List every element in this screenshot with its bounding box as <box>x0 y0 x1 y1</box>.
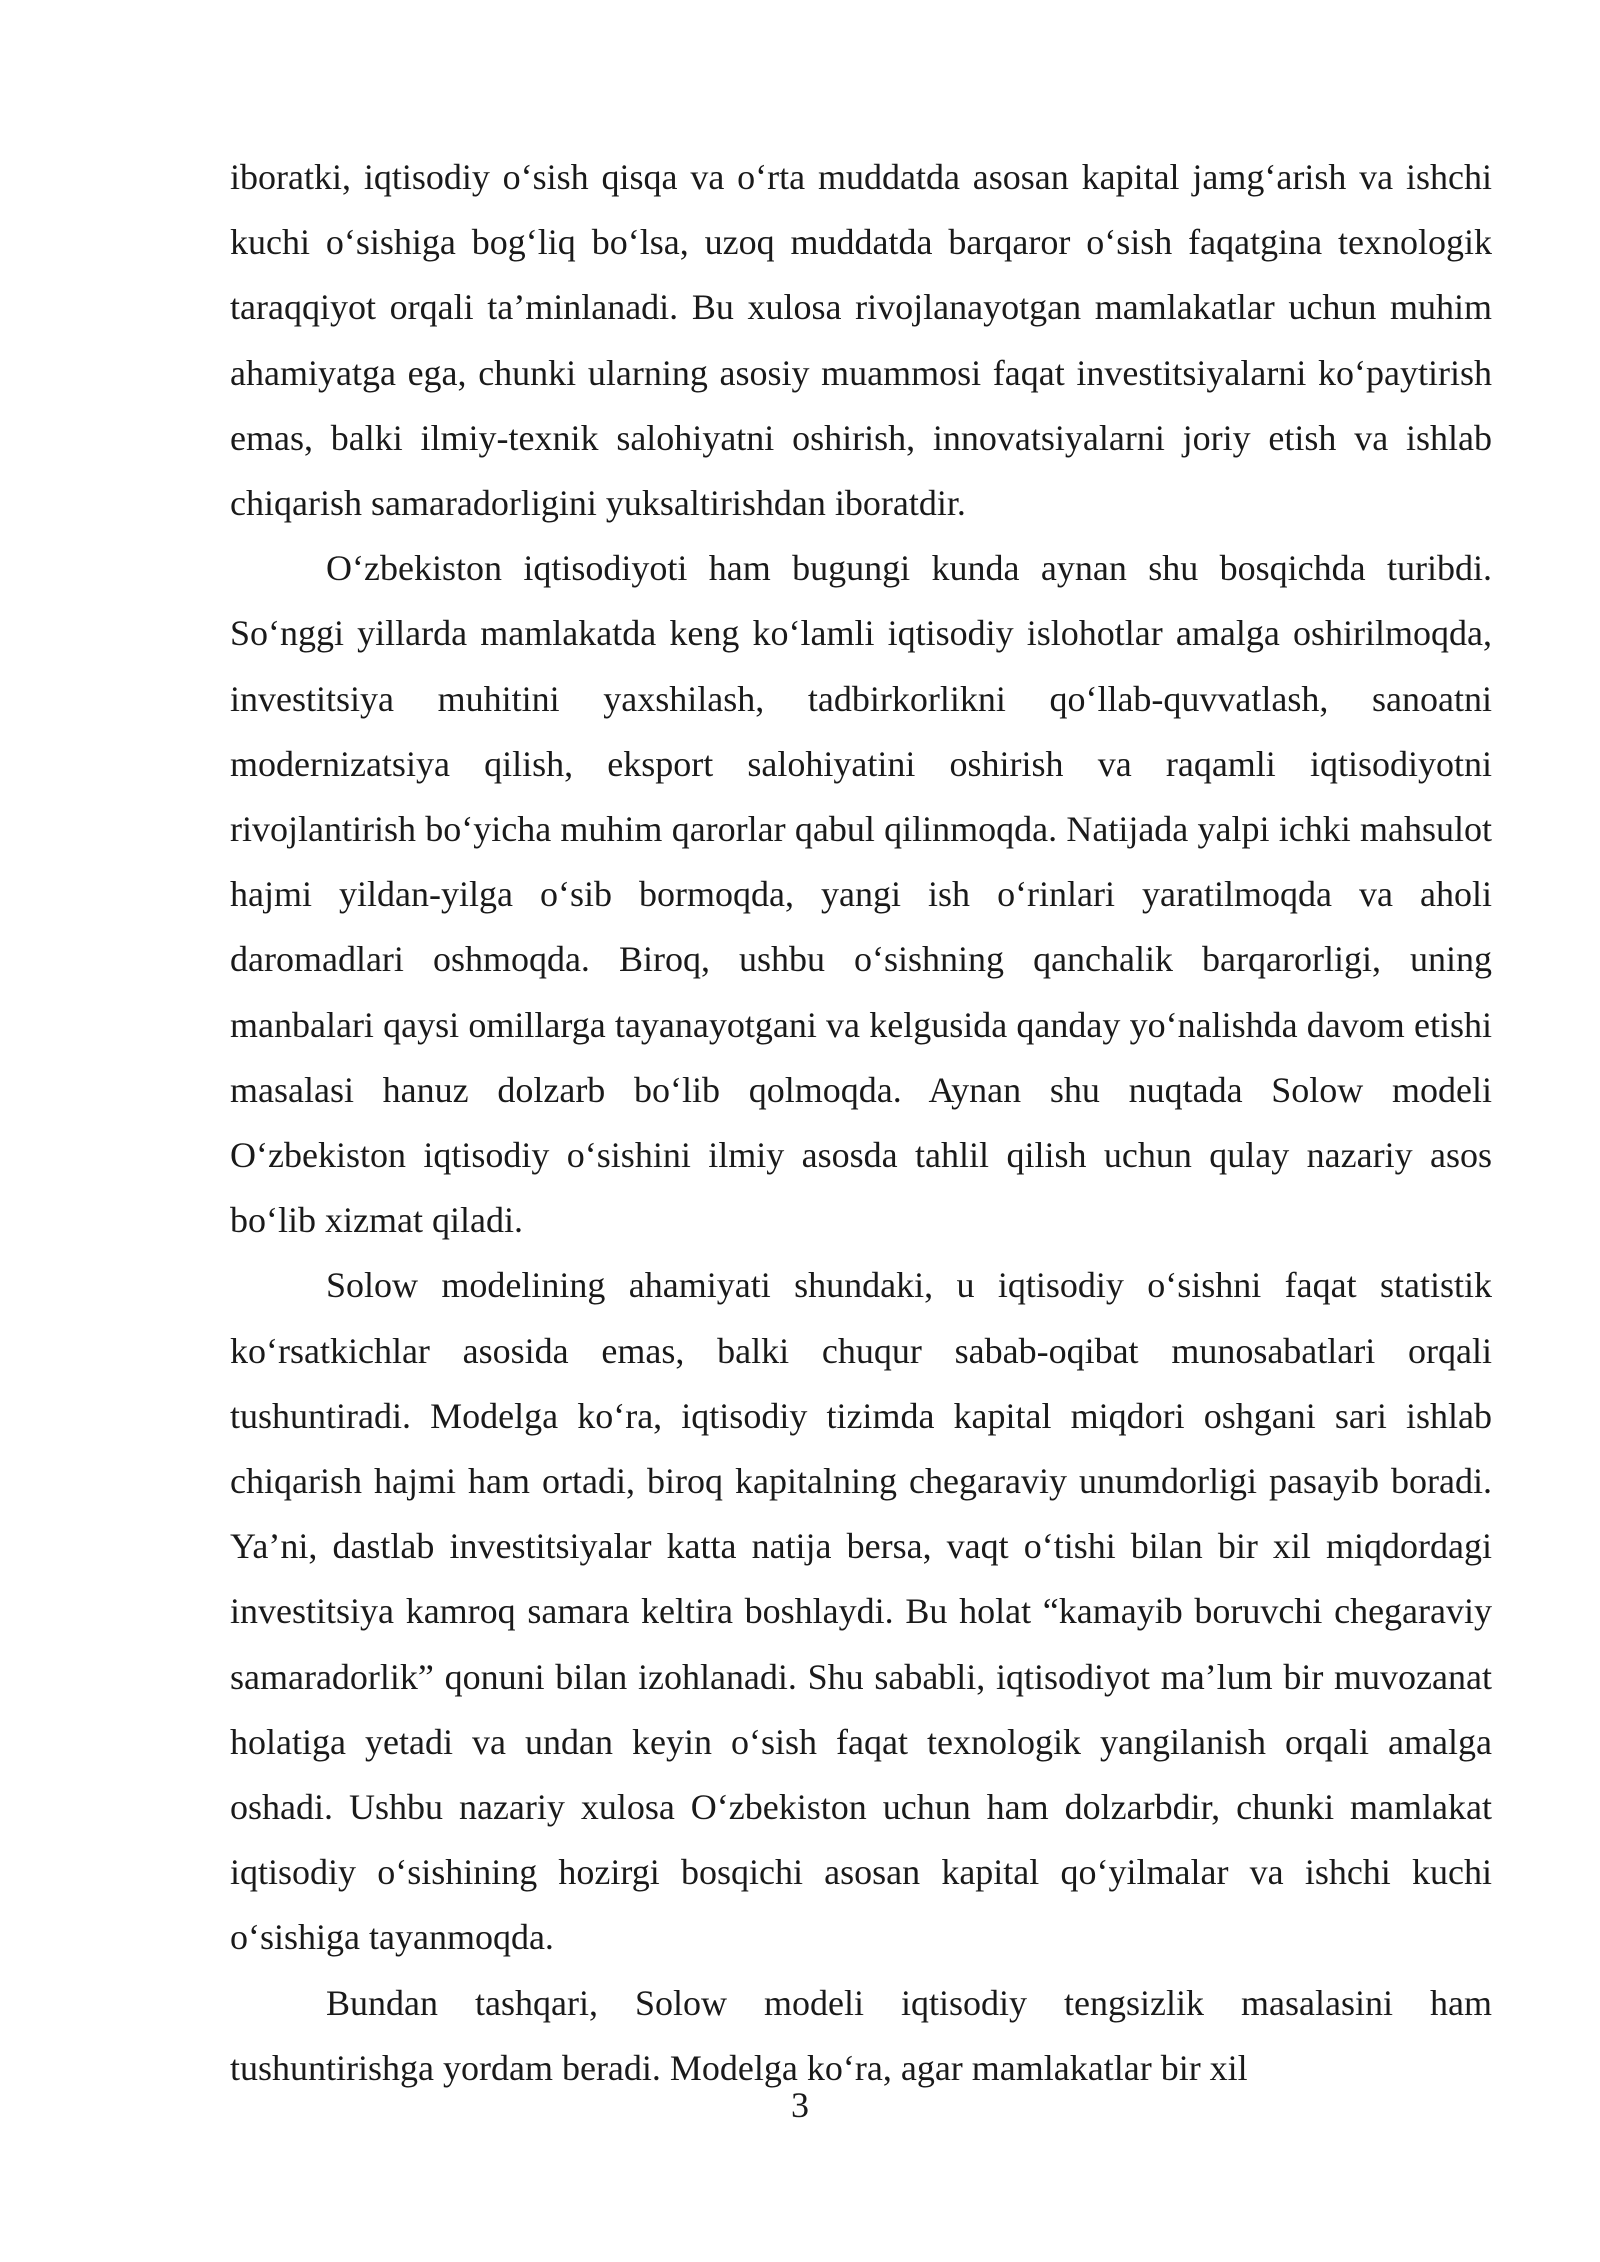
document-body <box>230 145 1492 2101</box>
paragraph-4: Bundan tashqari, Solow modeli iqtisodiy tengsizlik masalasini ham tushuntirishga yordam beradi. Modelga ko‘ra, agar mamlakatlar bir xil <box>230 1982 1492 2088</box>
paragraph-1: iboratki, iqtisodiy o‘sish qisqa va o‘rta muddatda asosan kapital jamg‘arish va ishchi kuchi o‘sishiga bog‘liq bo‘lsa, uzoq muddatda barqaror o‘sish faqatgina texnologik taraqqiyot orqali ta’minlanadi. Bu xulosa rivojlanayotgan mamlakatlar uchun muhim ahamiyatga ega, chunki ularning asosiy muammosi faqat investitsiyalarni ko‘paytirish emas, balki ilmiy-texnik salohiyatni oshirish, innovatsiyalarni joriy etish va ishlab chiqarish samaradorligini yuksaltirishdan iboratdir. <box>230 157 1492 524</box>
paragraph-3: Solow modelining ahamiyati shundaki, u iqtisodiy o‘sishni faqat statistik ko‘rsatkichlar asosida emas, balki chuqur sabab-oqibat munosabatlari orqali tushuntiradi. Modelga ko‘ra, iqtisodiy tizimda kapital miqdori oshgani sari ishlab chiqarish hajmi ham ortadi, biroq kapitalning chegaraviy unumdorligi pasayib boradi. Ya’ni, dastlab investitsiyalar katta natija bersa, vaqt o‘tishi bilan bir xil miqdordagi investitsiya kamroq samara keltira boshlaydi. Bu holat “kamayib boruvchi chegaraviy samaradorlik” qonuni bilan izohlanadi. Shu sababli, iqtisodiyot ma’lum bir muvozanat holatiga yetadi va undan keyin o‘sish faqat texnologik yangilanish orqali amalga oshadi. Ushbu nazariy xulosa O‘zbekiston uchun ham dolzarbdir, chunki mamlakat iqtisodiy o‘sishining hozirgi bosqichi asosan kapital qo‘yilmalar va ishchi kuchi o‘sishiga tayanmoqda. <box>230 1265 1492 1958</box>
page-number: 3 <box>791 2085 809 2125</box>
paragraph-2: O‘zbekiston iqtisodiyoti ham bugungi kunda aynan shu bosqichda turibdi. So‘nggi yillarda mamlakatda keng ko‘lamli iqtisodiy islohotlar amalga oshirilmoqda, investitsiya muhitini yaxshilash, tadbirkorlikni qo‘llab-quvvatlash, sanoatni modernizatsiya qilish, eksport salohiyatini oshirish va raqamli iqtisodiyotni rivojlantirish bo‘yicha muhim qarorlar qabul qilinmoqda. Natijada yalpi ichki mahsulot hajmi yildan-yilga o‘sib bormoqda, yangi ish o‘rinlari yaratilmoqda va aholi daromadlari oshmoqda. Biroq, ushbu o‘sishning qanchalik barqarorligi, uning manbalari qaysi omillarga tayanayotgani va kelgusida qanday yo‘nalishda davom etishi masalasi hanuz dolzarb bo‘lib qolmoqda. Aynan shu nuqtada Solow modeli O‘zbekiston iqtisodiy o‘sishini ilmiy asosda tahlil qilish uchun qulay nazariy asos bo‘lib xizmat qiladi. <box>230 548 1492 1241</box>
